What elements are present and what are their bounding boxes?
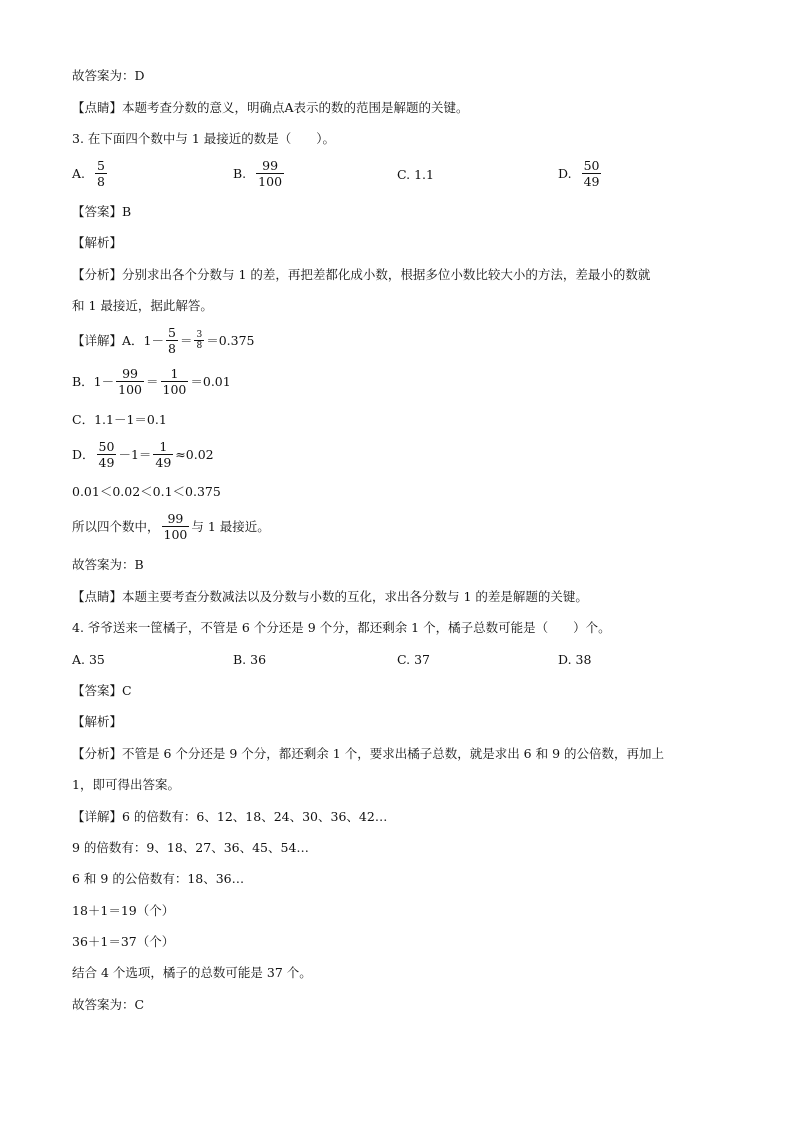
fraction: $\frac{50}{49}$ [583, 158, 600, 189]
q3-analysis-line-1: 【分析】分别求出各个分数与 1 的差，再把差都化成小数，根据多位小数比较大小的方法，差最小的数就 [72, 267, 651, 282]
q3-option-d: D. $\frac{50}{49}$ [558, 158, 600, 189]
fraction: $\frac{5}{8}$ [167, 325, 176, 356]
q3-analysis-line-2: 和 1 最接近，据此解答。 [72, 298, 213, 313]
q3-stem: 3. 在下面四个数中与 1 最接近的数是（ ）。 [72, 131, 336, 146]
q3-answer-line: 故答案为：B [72, 557, 144, 572]
q3-answer: 【答案】B [72, 204, 132, 219]
q3-comment: 【点睛】本题主要考查分数减法以及分数与小数的互化，求出各分数与 1 的差是解题的关键。 [72, 589, 588, 604]
q3-detail-d: D． $\frac{50}{49}$ －1＝ $\frac{1}{49}$ ≈0.02 [72, 439, 214, 470]
q2-answer-line: 故答案为：D [72, 68, 145, 83]
q3-detail-c: C．1.1－1＝0.1 [72, 412, 167, 427]
q4-analysis-line-2: 1，即可得出答案。 [72, 777, 180, 792]
fraction: $\frac{1}{100}$ [162, 366, 187, 397]
fraction: $\frac{99}{100}$ [163, 511, 188, 542]
q3-option-a: A. $\frac{5}{8}$ [72, 158, 105, 189]
q4-analysis-title: 【解析】 [72, 714, 123, 729]
q4-detail-6: 结合 4 个选项，橘子的总数可能是 37 个。 [72, 965, 312, 980]
q3-detail-b: B．1－ $\frac{99}{100}$ ＝ $\frac{1}{100}$ ＝0.01 [72, 366, 231, 397]
q3-conclusion: 所以四个数中， $\frac{99}{100}$ 与 1 最接近。 [72, 511, 270, 542]
fraction: $\frac{3}{8}$ [196, 330, 203, 351]
q3-analysis-title: 【解析】 [72, 235, 123, 250]
fraction: $\frac{50}{49}$ [98, 439, 115, 470]
fraction: $\frac{99}{100}$ [258, 158, 283, 189]
q3-detail-a: 【详解】A．1－ $\frac{5}{8}$ ＝ $\frac{3}{8}$ ＝0.375 [72, 325, 255, 356]
q4-stem: 4. 爷爷送来一筐橘子，不管是 6 个分还是 9 个分，都还剩余 1 个，橘子总数可能是（ ）个。 [72, 620, 611, 635]
q3-option-c: C. 1.1 [397, 167, 434, 182]
q4-detail-5: 36＋1＝37（个） [72, 934, 175, 949]
q4-option-b: B. 36 [233, 652, 267, 667]
q4-detail-2: 9 的倍数有：9、18、27、36、45、54… [72, 840, 309, 855]
fraction: $\frac{99}{100}$ [118, 366, 142, 397]
q4-analysis-line-1: 【分析】不管是 6 个分还是 9 个分，都还剩余 1 个，要求出橘子总数，就是求出 6 和 9 的公倍数，再加上 [72, 746, 665, 761]
q4-answer: 【答案】C [72, 683, 132, 698]
q3-option-b: B. $\frac{99}{100}$ [233, 158, 283, 189]
q4-answer-line: 故答案为：C [72, 997, 145, 1012]
fraction: $\frac{1}{49}$ [155, 439, 172, 470]
q4-option-d: D. 38 [558, 652, 592, 667]
q4-detail-1: 【详解】6 的倍数有：6、12、18、24、30、36、42… [72, 809, 388, 824]
q2-comment: 【点睛】本题考查分数的意义，明确点A表示的数的范围是解题的关键。 [72, 100, 469, 115]
fraction: $\frac{5}{8}$ [97, 158, 105, 189]
q4-detail-3: 6 和 9 的公倍数有：18、36… [72, 871, 245, 886]
q3-compare: 0.01＜0.02＜0.1＜0.375 [72, 484, 221, 499]
q4-option-c: C. 37 [397, 652, 430, 667]
q4-option-a: A. 35 [72, 652, 105, 667]
q4-detail-4: 18＋1＝19（个） [72, 903, 175, 918]
